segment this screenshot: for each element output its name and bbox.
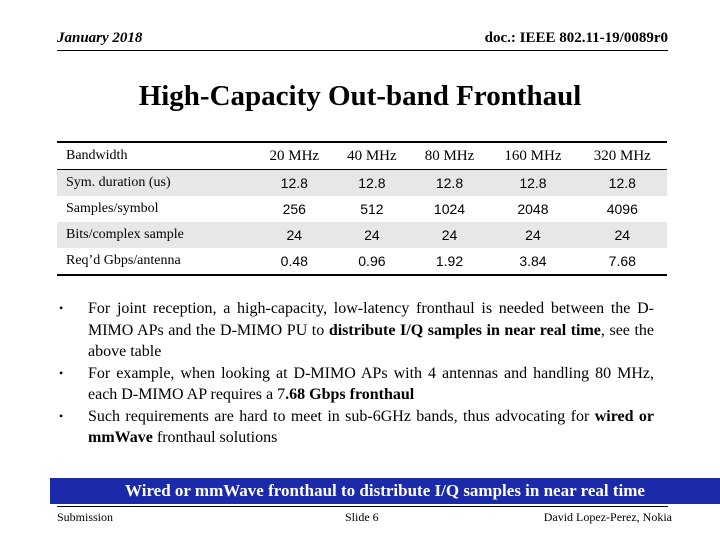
bullet-emphasis: .68 Gbps fronthaul [285, 386, 415, 403]
table-cell: 24 [488, 222, 577, 248]
table-cell: 24 [256, 222, 334, 248]
header-date: January 2018 [57, 30, 143, 46]
table-row [57, 170, 667, 197]
footer-slide-number: Slide 6 [345, 510, 379, 524]
bullet-text: , see the above table [88, 321, 654, 360]
table-cell: 4096 [606, 201, 638, 217]
table-cell: 24 [578, 222, 667, 248]
footer-submission: Submission [57, 510, 114, 524]
bullet-emphasis: wired or mmWave [88, 407, 654, 446]
bullet-item [57, 363, 654, 406]
table-row [57, 196, 667, 222]
bullet-marker: • [59, 408, 64, 423]
bullet-list [57, 298, 654, 449]
table-cell: 7.68 [578, 248, 667, 275]
table-cell: 256 [282, 201, 306, 217]
table-header-cell: 320 MHz [578, 142, 667, 170]
bullet-marker: • [59, 301, 64, 315]
table-header-cell: 160 MHz [488, 142, 577, 170]
table-cell: 1024 [433, 201, 466, 217]
footer-divider [57, 506, 668, 507]
table-header-row [57, 142, 667, 170]
row-label: Sym. duration (us) [57, 170, 256, 197]
row-label: Samples/symbol [66, 201, 159, 216]
table-cell: 12.8 [578, 170, 667, 197]
bullet-text: fronthaul solutions [152, 429, 278, 446]
bullet-item [57, 298, 654, 363]
table-cell: 3.84 [488, 248, 577, 275]
table-header-cell: Bandwidth [57, 142, 256, 170]
table-cell: 12.8 [488, 170, 577, 197]
bullet-item [57, 406, 654, 449]
table-header-cell: 40 MHz [333, 142, 411, 170]
table-cell: 0.48 [256, 248, 334, 275]
footer-author: David Lopez-Perez, Nokia [543, 510, 672, 524]
bullet-text: Such requirements are hard to meet in sub-6GHz bands, thus advocating for [88, 407, 595, 425]
slide-title: High-Capacity Out-band Fronthaul [138, 80, 582, 112]
table-cell: 24 [333, 222, 411, 248]
table-cell: 24 [411, 222, 489, 248]
table-cell: 1.92 [411, 248, 489, 275]
bandwidth-table [57, 141, 667, 276]
bullet-text: For joint reception, a high-capacity, low-latency fronthaul is needed between the D-MIMO APs and the D-MIMO PU to [88, 300, 654, 339]
bullet-emphasis: distribute I/Q samples in near real time [328, 321, 601, 339]
conclusion-banner: Wired or mmWave fronthaul to distribute I/Q samples in near real time [50, 478, 720, 504]
header-doc-id: doc.: IEEE 802.11-19/0089r0 [484, 30, 668, 46]
table-row [57, 222, 667, 248]
table-cell: 0.96 [333, 248, 411, 275]
table-cell: 2048 [517, 201, 549, 217]
table-cell: 12.8 [333, 170, 411, 197]
row-label: Req’d Gbps/antenna [57, 248, 256, 275]
row-label: Bits/complex sample [57, 222, 256, 248]
table-row [57, 248, 667, 275]
bullet-marker: • [59, 365, 64, 380]
table-cell: 512 [360, 201, 384, 217]
header-divider [57, 50, 668, 51]
table-header-cell: 20 MHz [256, 142, 334, 170]
table-header-cell: 80 MHz [411, 142, 489, 170]
table-cell: 12.8 [411, 170, 489, 197]
table-cell: 12.8 [256, 170, 334, 197]
bullet-text: For example, when looking at D-MIMO APs with 4 antennas and handling 80 MHz, each D-MIMO AP requires a 7 [88, 364, 654, 403]
